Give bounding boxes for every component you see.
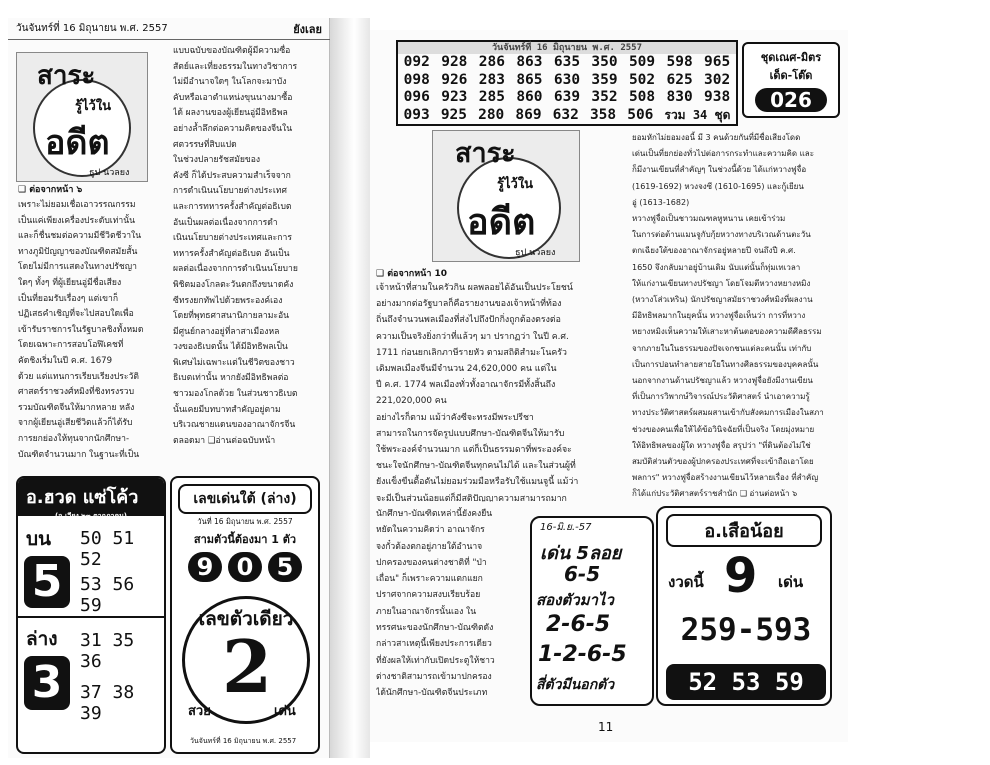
text-line: สัตย์และเที่ยงธรรมในทางวิชาการ: [173, 61, 298, 72]
side-number: 026: [755, 88, 827, 112]
text-line: และก็ชื่นชมต่อความมีชีวิตชีวาใน: [18, 231, 142, 242]
text-line: ไม่มีอำนาจใดๆ ในโลกจะมาบัง: [173, 77, 287, 88]
seuanoy-digit: 9: [724, 548, 758, 604]
text-line: วงของธิเบตนั้น ได้มีอิทธิพลเป็น: [173, 342, 288, 353]
text-line: เถื่อน" ก็เพราะความแตกแยก: [376, 574, 483, 585]
table-cell: รวม 34 ชุด: [664, 107, 731, 122]
south-digit-1: 9: [188, 552, 222, 582]
article-logo-right: [432, 130, 580, 262]
text-line: ให้แก่งานเขียนทางปรัชญา โดยโจมตีหวางหยางหมิง: [632, 278, 811, 288]
text-line: 1650 จึงกลับมาอยู่บ้านเดิม นับแต่นั้นก็ทุ่มเทเวลา: [632, 262, 801, 272]
left-page: [8, 18, 330, 758]
text-line: ภายในอาณาจักรนั้นเอง ใน: [376, 606, 477, 617]
text-line: เป็นแค่เพียงเครื่องประดับเท่านั้น: [18, 215, 135, 226]
seuanoy-pair: 259-593: [680, 612, 812, 648]
text-line: ที่เป็นการวิพากษ์วิจารณ์ประวัติศาสตร์ นำเอาความรู้: [632, 392, 810, 402]
right-article-column-2: [632, 130, 846, 502]
text-line: จงกั๋วต้องตกอยู่ภายใต้อำนาจ: [376, 541, 483, 552]
table-cell: 865: [516, 71, 543, 88]
text-line: อย่างไรก็ตาม แม้ว่าคังซีจะทรงมีพระปรีชา: [376, 412, 534, 423]
text-line: การดำเนินนโยบายต่างประเทศ: [173, 186, 287, 197]
right-article-column-1: [376, 280, 628, 502]
table-row: [398, 89, 736, 107]
text-line: อู่ (1613-1682): [632, 197, 690, 207]
text-line: นั้นเคยมีบทบาทสำคัญอยู่ตาม: [173, 404, 281, 415]
table-row: [398, 107, 736, 125]
left-article-column-1: [18, 198, 168, 470]
table-cell: 509: [628, 54, 656, 70]
table-cell: 285: [478, 89, 505, 105]
text-line: หวางฟูจื่อเป็นชาวมณฑลหูหนาน เคยเข้าร่วม: [632, 214, 786, 224]
table-cell: 965: [704, 54, 731, 70]
left-word: สวย: [188, 704, 211, 719]
curved-label: เลขตัวเดียว: [198, 608, 294, 630]
table-cell: 506: [627, 106, 654, 123]
seuanoy-bottom: 52 53 59: [666, 664, 826, 700]
table-cell: 926: [441, 71, 468, 88]
hand-line-3: สองตัวมาไว: [536, 591, 614, 609]
text-line: ศาสตร์ราชวงศ์หมิงที่ชิงทรงรวบ: [18, 387, 135, 398]
table-cell: 092: [403, 54, 430, 70]
right-word: เด่น: [274, 704, 296, 719]
text-line: ธิเบตเท่านั้น หากยังมีอิทธิพลต่อ: [173, 373, 289, 384]
side-box: [742, 42, 840, 118]
south-date: วันที่ 16 มิถุนายน พ.ศ. 2557: [197, 517, 293, 526]
text-line: ทางภูมิปัญญาของบัณฑิตสมัยสั้น: [18, 246, 138, 257]
seuanoy-suffix: เด่น: [778, 573, 804, 591]
text-line: โดยเฉพาะการสอบโอฬิเคชที่: [18, 340, 124, 351]
text-line: เด่นเป็นที่ยกย่องทั่วไปต่อการกระทำและความคิด และ: [632, 149, 814, 159]
table-cell: 598: [666, 54, 693, 70]
top-digit: 5: [24, 556, 70, 608]
logo-big-word-right: อดีต: [467, 201, 536, 243]
text-line: ปี ค.ศ. 1774 พลเมืองทั่วทั้งอาณาจักรมีทั้งสิ้นถึง: [376, 380, 556, 391]
text-line: ช่วงของคนเพื่อให้ได้ข้อวินิจฉัยที่เป็นจริง โดยมุ่งหมาย: [632, 424, 815, 434]
table-cell: 635: [553, 54, 581, 70]
continued-from-right: ❑ ต่อจากหน้า 10: [376, 269, 448, 279]
table-cell: 286: [478, 54, 505, 70]
text-line: ทรรศนะของนักศึกษา-บัณฑิตดัง: [376, 623, 494, 634]
text-line: คับหรือเอาตำแหน่งขุนนางมาซื้อ: [173, 92, 293, 103]
text-line: จากผู้เยียนอู่เสียชีวิตแล้วก็ได้รับ: [18, 418, 133, 429]
text-line: รวมบัณฑิตจีนให้มากหลาย หลัง: [18, 402, 135, 413]
text-line: เดิมพลเมืองจีนมีจำนวน 24,620,000 คน แต่ใน: [376, 364, 557, 375]
continued-from: ❑ ต่อจากหน้า ๖: [18, 185, 83, 195]
logo-subtitle: รู้ไว้ใน: [75, 99, 112, 114]
text-line: ใดๆ ทั้งๆ ที่ผู้เยียนอู่มีชื่อเสียง: [18, 277, 122, 288]
hand-line-2: 6-5: [564, 562, 601, 586]
text-line: คัดชิงเริ่มในปี ค.ศ. 1679: [18, 355, 113, 366]
text-line: ความเป็นจริงยิ่งกว่าที่แล้วๆ มา ปรากฏว่า ในปี ค.ศ.: [376, 331, 569, 342]
text-line: ตลอดมา ❑อ่านต่อฉบับหน้า: [173, 435, 276, 446]
text-line: กล่าวสาเหตุนี้เพียงประการเดียว: [376, 639, 492, 650]
text-line: ให้อิทธิพลของผู้ใด หวางฟูจื่อ สรุปว่า "ที่ดินต้องไม่ใช่: [632, 440, 811, 450]
table-header: วันจันทร์ที่ 16 มิถุนายน พ.ศ. 2557: [398, 42, 736, 54]
seuanoy-prefix: งวดนี้: [668, 573, 704, 591]
table-cell: 938: [704, 89, 731, 105]
right-article-column-1b: [376, 506, 526, 706]
text-line: โดยที่พุทธศาสนานิกายลามะอัน: [173, 311, 290, 322]
lottery-box-huad: [16, 476, 166, 754]
text-line: ผลต่อเนื่องจากการดำเนินนโยบาย: [173, 264, 298, 275]
logo-subtitle-right: รู้ไว้ใน: [497, 177, 534, 192]
bottom-row-2: 37 38 39: [80, 682, 135, 724]
text-line: เป็นการปอนทำลายสายใยในทางศีลธรรมของบุคคลนั้น: [632, 359, 819, 369]
seuanoy-title: อ.เสือน้อย: [666, 514, 822, 547]
text-line: ใช้พระองค์จำนวนมาก แต่ก็เป็นธรรมดาที่พระองค์จะ: [376, 445, 572, 456]
text-line: จะมีเป็นส่วนน้อยแต่ก็มีสติปัญญาความสามารถมาก: [376, 493, 567, 502]
bottom-digit: 3: [24, 656, 70, 710]
table-row: [398, 72, 736, 90]
header-name: ยังเลย: [293, 22, 322, 36]
table-cell: 350: [591, 54, 618, 70]
text-line: ยอมหักไม่ยอมงอนี้ มี 3 คนด้วยกันที่มีชื่อเสียงโดด: [632, 133, 801, 142]
table-cell: 639: [553, 89, 581, 105]
lottery-box-south: [170, 476, 320, 754]
right-page: [370, 30, 848, 742]
top-label: บน: [26, 528, 52, 550]
table-cell: 928: [441, 54, 468, 70]
top-row-1: 50 51 52: [80, 528, 135, 570]
page-number: 11: [598, 720, 614, 734]
box-divider: [18, 616, 166, 618]
text-line: คังซี ก็ได้ประสบความสำเร็จจาก: [173, 170, 291, 181]
text-line: เข้ารับราชการในรัฐบาลชิงทั้งหมด: [18, 324, 144, 335]
header-date: วันจันทร์ที่ 16 มิถุนายน พ.ศ. 2557: [16, 23, 168, 34]
text-line: ได้นักศึกษา-บัณฑิตจีนประเภท: [376, 688, 488, 699]
book-gutter: [330, 18, 370, 758]
page-header: [8, 18, 330, 40]
logo-credit-right: ธูป นวลยง: [515, 248, 556, 258]
table-cell: 863: [516, 54, 543, 70]
table-cell: 280: [478, 106, 505, 123]
side-line-2: เด็ด-โต๊ด: [769, 69, 813, 82]
text-line: พิเศษไม่เฉพาะแต่ในชีวิตของชาว: [173, 357, 295, 368]
table-cell: 630: [553, 71, 581, 88]
south-title: เลขเด่นใต้ (ล่าง): [178, 484, 312, 514]
hand-line-1: เด่น 5ลอย: [540, 543, 622, 564]
number-table: [396, 40, 738, 126]
logo-title: สาระ: [37, 61, 96, 91]
table-row: [398, 54, 736, 72]
text-line: การยกย่องให้ทุนจากนักศึกษา-: [18, 433, 130, 444]
text-line: ด้วย แต่แทนการเรียบเรียงประวัติ: [18, 371, 139, 382]
table-cell: 923: [441, 89, 468, 105]
table-cell: 625: [666, 71, 693, 88]
text-line: ชาวมองโกลด้วย ในส่วนชาวธิเบต: [173, 389, 298, 400]
text-line: ตกเฉียงใต้ของอาณาจักรอยู่หลายปี จนถึงปี ค.ศ.: [632, 246, 796, 256]
text-line: 221,020,000 คน: [376, 396, 447, 407]
text-line: แบบฉบับของบัณฑิตผู้มีความซื่อ: [173, 46, 291, 56]
text-line: ปราศจากความสงบเรียบร้อย: [376, 590, 481, 601]
text-line: นักศึกษา-บัณฑิตเหล่านี้ยังคงยืน: [376, 509, 493, 519]
seuanoy-box: [656, 506, 832, 706]
text-line: ในการต่อต้านแมนจูกับกุ้ยหวางทางบริเวณด้านตะวัน: [632, 230, 811, 240]
text-line: 1711 ก่อนยกเลิกภาษีรายหัว ตามสถิติสำมะโนครัว: [376, 347, 567, 358]
text-line: (1619-1692) หวงจงซี (1610-1695) และกู้เยียน: [632, 181, 804, 191]
table-cell: 096: [403, 89, 430, 105]
text-line: ยังแข็งขืนดื้อดันไม่ยอมร่วมมือหรือรับใช้แมนจูนี้ แม้ว่า: [376, 477, 579, 488]
text-line: บริเวณชายแดนของอาณาจักรจีน: [173, 420, 296, 431]
text-line: ถิ่นถึงจำนวนพลเมืองที่ส่งไปถึงปักกิ่งถูกต้องตรงต่อ: [376, 315, 561, 326]
text-line: ได้ ผลงานของผู้เยียนอู่มีอิทธิพล: [173, 108, 288, 119]
text-line: สามารถในการจัดรูปแบบศึกษา-บัณฑิตจีนให้มารับ: [376, 428, 565, 439]
text-line: ก็มีงานเขียนที่สำคัญๆ ในช่วงนี้ด้วย ได้แก่หวางฟูจื่อ: [632, 165, 807, 175]
text-line: เพราะไม่ยอมเชื่อเอาวรรณกรรม: [18, 200, 136, 210]
table-cell: 352: [591, 89, 618, 105]
table-cell: 508: [628, 89, 656, 105]
text-line: ซีทรงยกทัพไปด้วยพระองค์เอง: [173, 295, 283, 306]
text-line: ชนะใจนักศึกษา-บัณฑิตจีนทุกคนไม่ได้ และในส่วนผู้ที่: [376, 461, 576, 472]
text-line: ต่างชาติสามารถเข้ามาปกครอง: [376, 671, 492, 682]
logo-title-right: สาระ: [455, 138, 516, 169]
table-cell: 860: [516, 89, 543, 105]
south-digit-2: 0: [228, 552, 262, 582]
south-digits: [172, 552, 318, 582]
text-line: สมบัติส่วนตัวของผู้ปกครองประเทศที่จะเข้าถือเอาโดย: [632, 457, 814, 467]
article-logo: [16, 52, 148, 182]
text-line: ปกครองของคนต่างชาติที่ "ป่า: [376, 557, 487, 568]
text-line: อย่างล้ำลึกต่อความคิดของจีนใน: [173, 123, 293, 134]
box-title-bar: [18, 478, 164, 520]
box-subtitle: (จ.เวียง ๒๓ ตากฎาคม): [55, 512, 127, 520]
text-line: โดยไม่มีการแสดงในทางปรัชญา: [18, 262, 137, 273]
handwritten-box: [530, 516, 654, 706]
text-line: เจ้าหน้าที่สามในครัวกิน ผลพลอยได้อันเป็นประโยชน์: [376, 283, 573, 293]
text-line: ที่ยังผลให้เท่ากับเปิดประตูให้ชาว: [376, 655, 495, 666]
table-cell: 093: [403, 106, 430, 123]
text-line: มีอิทธิพลมากในยุคนั้น หวางฟูจื่อเห็นว่า การที่หวาง: [632, 311, 806, 321]
text-line: อย่างมากต่อรัฐบาลก็คือรายงานของเจ้าหน้าที่ท้อง: [376, 299, 562, 310]
text-line: (หวางโส่วเหริน) นักปรัชญาสมัยราชวงศ์หมิงที่ผลงาน: [632, 295, 813, 305]
text-line: หยางหมิงเห็นความให้เสาะหาต้นตอของความดีศีลธรรม: [632, 327, 822, 337]
text-line: ทหารครั้งสำคัญต่อธิเบต อันเป็น: [173, 248, 290, 259]
table-cell: 283: [478, 71, 505, 88]
text-line: จากภายในในธรรมของปัจเจกชนแต่ละคนนั้น เท่ากับ: [632, 343, 812, 353]
south-footer: วันจันทร์ที่ 16 มิถุนายน พ.ศ. 2557: [190, 737, 297, 745]
text-line: พิชิตมองโกลตะวันตกถึงขนาดคัง: [173, 279, 294, 290]
text-line: นอกจากงานด้านปรัชญาแล้ว หวางฟูจื่อยังมีงานเขียน: [632, 376, 813, 386]
text-line: มีศูนย์กลางอยู่ที่ลาสาเมืองหล: [173, 326, 280, 337]
logo-big-word: อดีต: [45, 123, 110, 163]
text-line: ในช่วงปลายรัชสมัยของ: [173, 155, 261, 166]
table-cell: 302: [704, 71, 731, 88]
table-cell: 830: [666, 89, 693, 105]
text-line: พลการ" หวางฟูจื่อสร้างงานเขียนไว้หลายเรื่อง ที่สำคัญ: [632, 473, 819, 483]
hand-line-6: สี่ตัวมีนอกตัว: [536, 677, 615, 693]
side-line-1: ชุดเณศ-มิตร: [760, 51, 822, 64]
text-line: ก็ได้แก่ประวัติศาสตร์ราชสำนัก ❑ อ่านต่อหน้า ๖: [632, 489, 798, 499]
south-digit-3: 5: [268, 552, 302, 582]
hand-line-4: 2-6-5: [546, 612, 611, 637]
south-subtitle: สามตัวนี้ต้องมา 1 ตัว: [193, 533, 297, 546]
logo-credit: ธูป นวลยง: [89, 168, 130, 178]
text-line: เนินนโยบายต่างประเทศและการ: [173, 233, 292, 244]
table-cell: 502: [628, 71, 656, 88]
text-line: อันเป็นผลต่อเนื่องจากการดำ: [173, 217, 278, 228]
table-cell: 925: [440, 106, 468, 123]
text-line: ศตวรรษที่สิบแปด: [173, 139, 237, 150]
bottom-row-1: 31 35 36: [80, 630, 135, 672]
table-cell: 632: [552, 106, 579, 123]
text-line: และการทหารครั้งสำคัญต่อธิเบต: [173, 201, 292, 212]
text-line: เป็นที่ยอมรับเรื่องๆ แต่เขาก็: [18, 293, 119, 304]
table-cell: 359: [591, 71, 618, 88]
hand-date: 16-มิ.ย.-57: [540, 522, 592, 533]
table-rows: [398, 54, 736, 124]
single-digit: 2: [222, 624, 273, 709]
text-line: ทางประวัติศาสตร์ผสมผสานเข้ากับสังคมการเมืองในสภา: [632, 408, 824, 418]
bottom-label: ล่าง: [26, 628, 58, 650]
box-title: อ.ฮวด แซ่โค้ว: [26, 487, 139, 508]
text-line: หยัดในความคิดว่า อาณาจักร: [376, 525, 485, 536]
table-cell: 358: [589, 106, 617, 123]
table-cell: 869: [515, 106, 542, 123]
text-line: บัณฑิตจำนวนมาก ในฐานะที่เป็น: [18, 449, 140, 460]
hand-line-5: 1-2-6-5: [538, 642, 627, 667]
left-article-column-2: [173, 44, 323, 470]
top-row-2: 53 56 59: [80, 574, 135, 616]
text-line: ปฏิเสธคำเชิญที่จะไปสอบใดเพื่อ: [18, 309, 134, 320]
table-cell: 098: [403, 71, 430, 88]
